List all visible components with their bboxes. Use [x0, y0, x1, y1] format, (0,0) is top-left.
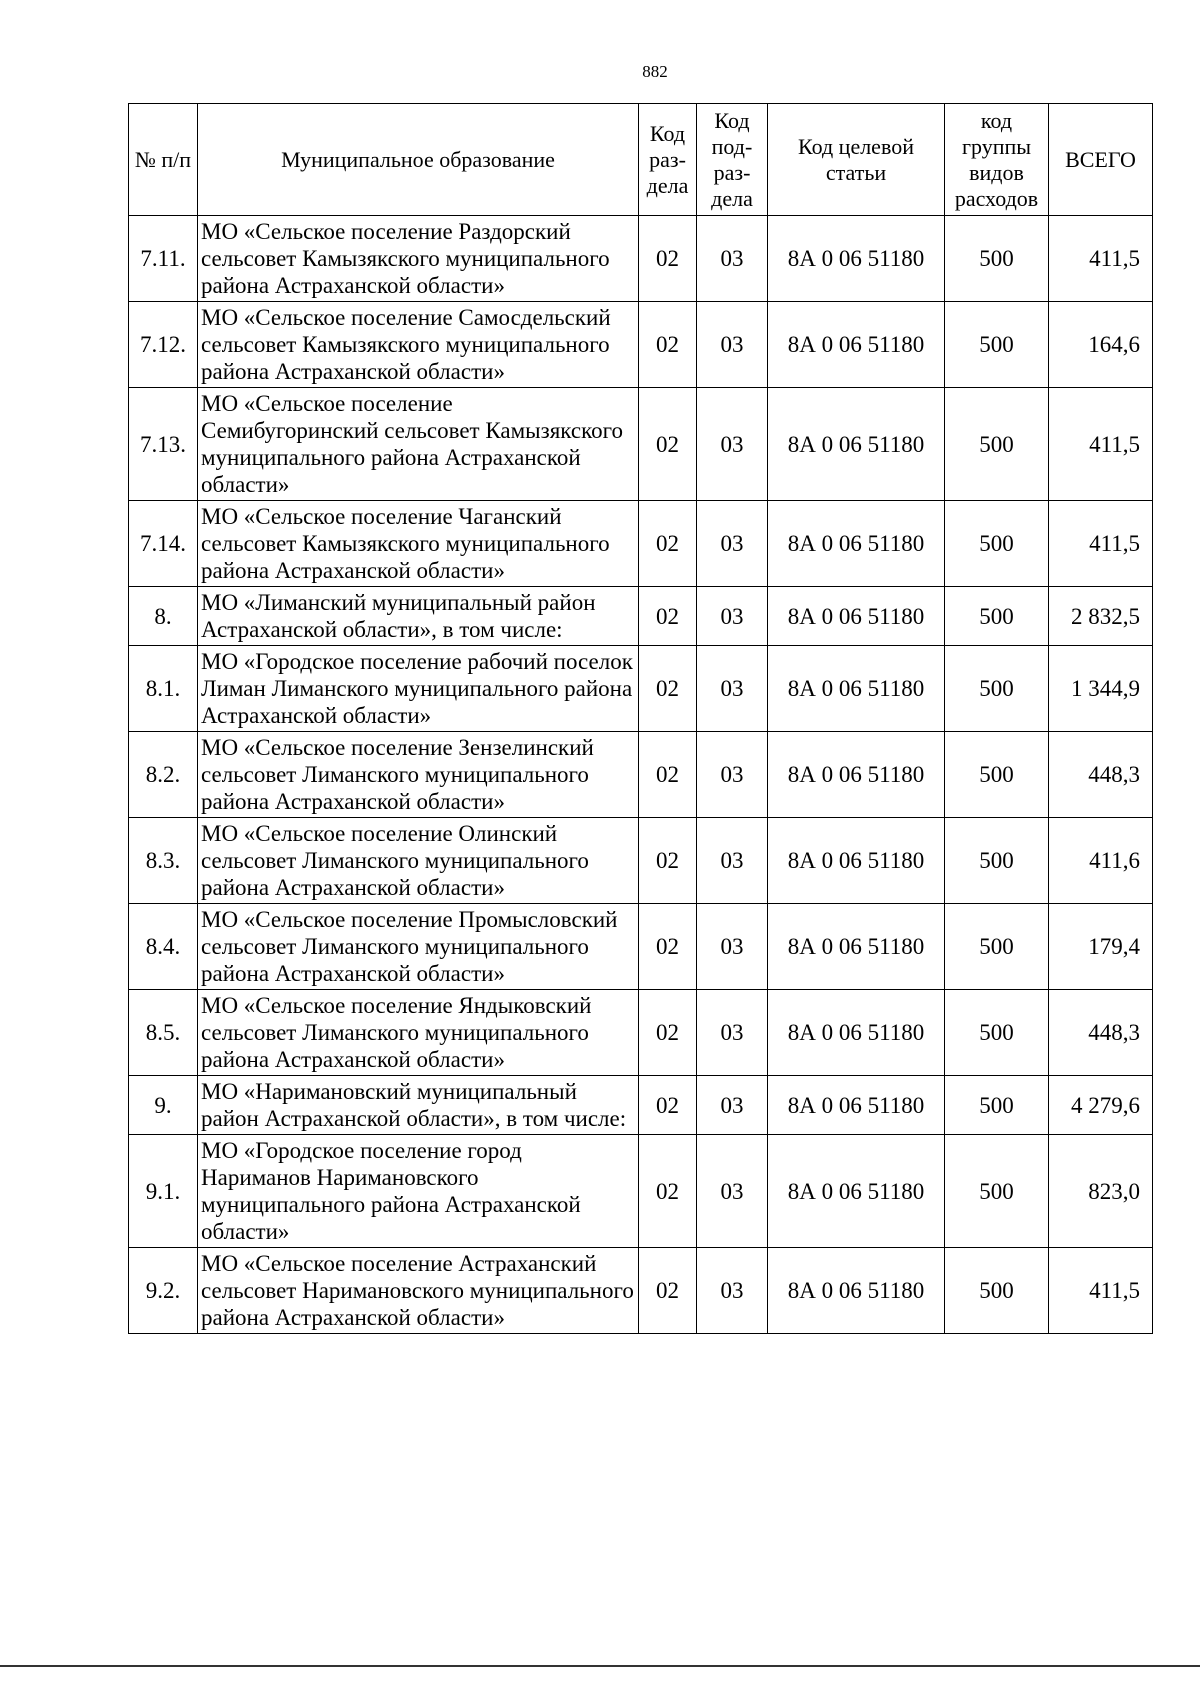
budget-table — [128, 103, 1153, 1334]
expense-group-code: 500 — [945, 818, 1049, 904]
target-article-code: 8А 0 06 51180 — [768, 216, 945, 302]
expense-group-code: 500 — [945, 302, 1049, 388]
razdel-code: 02 — [639, 501, 697, 587]
podrazdel-code: 03 — [697, 216, 768, 302]
razdel-code: 02 — [639, 388, 697, 501]
total-amount: 823,0 — [1049, 1135, 1153, 1248]
row-number: 8.1. — [129, 646, 198, 732]
razdel-code: 02 — [639, 904, 697, 990]
row-number: 7.11. — [129, 216, 198, 302]
podrazdel-code: 03 — [697, 1248, 768, 1334]
razdel-code: 02 — [639, 990, 697, 1076]
table-row — [129, 388, 1153, 501]
podrazdel-code: 03 — [697, 388, 768, 501]
row-number: 9.2. — [129, 1248, 198, 1334]
expense-group-code: 500 — [945, 1248, 1049, 1334]
podrazdel-code: 03 — [697, 732, 768, 818]
razdel-code: 02 — [639, 587, 697, 646]
page-number: 882 — [642, 62, 668, 81]
target-article-code: 8А 0 06 51180 — [768, 818, 945, 904]
municipality-name: МО «Сельское поселение Самосдельский сельсовет Камызякского муниципального района Астраханской области» — [198, 302, 639, 388]
podrazdel-code: 03 — [697, 990, 768, 1076]
expense-group-code: 500 — [945, 1076, 1049, 1135]
podrazdel-code: 03 — [697, 501, 768, 587]
total-amount: 411,5 — [1049, 388, 1153, 501]
razdel-code: 02 — [639, 216, 697, 302]
row-number: 8.3. — [129, 818, 198, 904]
podrazdel-code: 03 — [697, 818, 768, 904]
row-number: 7.13. — [129, 388, 198, 501]
target-article-code: 8А 0 06 51180 — [768, 302, 945, 388]
municipality-name: МО «Сельское поселение Чаганский сельсовет Камызякского муниципального района Астраханской области» — [198, 501, 639, 587]
expense-group-code: 500 — [945, 732, 1049, 818]
header-num: № п/п — [129, 104, 198, 216]
total-amount: 2 832,5 — [1049, 587, 1153, 646]
municipality-name: МО «Сельское поселение Зензелинский сельсовет Лиманского муниципального района Астраханской области» — [198, 732, 639, 818]
target-article-code: 8А 0 06 51180 — [768, 1076, 945, 1135]
target-article-code: 8А 0 06 51180 — [768, 646, 945, 732]
row-number: 9. — [129, 1076, 198, 1135]
target-article-code: 8А 0 06 51180 — [768, 388, 945, 501]
row-number: 8.4. — [129, 904, 198, 990]
table-row — [129, 732, 1153, 818]
table-row — [129, 302, 1153, 388]
target-article-code: 8А 0 06 51180 — [768, 732, 945, 818]
expense-group-code: 500 — [945, 646, 1049, 732]
header-total: ВСЕГО — [1049, 104, 1153, 216]
municipality-name: МО «Наримановский муниципальный район Астраханской области», в том числе: — [198, 1076, 639, 1135]
row-number: 7.12. — [129, 302, 198, 388]
total-amount: 411,5 — [1049, 501, 1153, 587]
total-amount: 179,4 — [1049, 904, 1153, 990]
total-amount: 448,3 — [1049, 990, 1153, 1076]
table-row — [129, 587, 1153, 646]
municipality-name: МО «Сельское поселение Яндыковский сельсовет Лиманского муниципального района Астраханской области» — [198, 990, 639, 1076]
table-row — [129, 646, 1153, 732]
municipality-name: МО «Сельское поселение Промысловский сельсовет Лиманского муниципального района Астраханской области» — [198, 904, 639, 990]
podrazdel-code: 03 — [697, 587, 768, 646]
header-podrazdel: Код под-раз-дела — [697, 104, 768, 216]
table-row — [129, 904, 1153, 990]
expense-group-code: 500 — [945, 388, 1049, 501]
podrazdel-code: 03 — [697, 302, 768, 388]
razdel-code: 02 — [639, 818, 697, 904]
podrazdel-code: 03 — [697, 1135, 768, 1248]
podrazdel-code: 03 — [697, 646, 768, 732]
podrazdel-code: 03 — [697, 904, 768, 990]
expense-group-code: 500 — [945, 1135, 1049, 1248]
header-target: Код целевой статьи — [768, 104, 945, 216]
municipality-name: МО «Сельское поселение Раздорский сельсовет Камызякского муниципального района Астраханской области» — [198, 216, 639, 302]
expense-group-code: 500 — [945, 904, 1049, 990]
table-row — [129, 501, 1153, 587]
municipality-name: МО «Сельское поселение Семибугоринский сельсовет Камызякского муниципального района Астраханской области» — [198, 388, 639, 501]
total-amount: 1 344,9 — [1049, 646, 1153, 732]
razdel-code: 02 — [639, 732, 697, 818]
table-row — [129, 1248, 1153, 1334]
expense-group-code: 500 — [945, 216, 1049, 302]
expense-group-code: 500 — [945, 501, 1049, 587]
header-group: код группы видов расходов — [945, 104, 1049, 216]
header-razdel: Код раз-дела — [639, 104, 697, 216]
row-number: 8. — [129, 587, 198, 646]
total-amount: 164,6 — [1049, 302, 1153, 388]
total-amount: 411,5 — [1049, 216, 1153, 302]
table-row — [129, 1076, 1153, 1135]
target-article-code: 8А 0 06 51180 — [768, 904, 945, 990]
municipality-name: МО «Городское поселение город Нариманов Наримановского муниципального района Астраханской области» — [198, 1135, 639, 1248]
municipality-name: МО «Городское поселение рабочий поселок Лиман Лиманского муниципального района Астраханской области» — [198, 646, 639, 732]
razdel-code: 02 — [639, 1076, 697, 1135]
bottom-rule — [0, 1665, 1200, 1667]
target-article-code: 8А 0 06 51180 — [768, 1248, 945, 1334]
expense-group-code: 500 — [945, 990, 1049, 1076]
target-article-code: 8А 0 06 51180 — [768, 990, 945, 1076]
row-number: 8.2. — [129, 732, 198, 818]
table-row — [129, 990, 1153, 1076]
target-article-code: 8А 0 06 51180 — [768, 1135, 945, 1248]
expense-group-code: 500 — [945, 587, 1049, 646]
total-amount: 411,6 — [1049, 818, 1153, 904]
municipality-name: МО «Сельское поселение Астраханский сельсовет Наримановского муниципального района Астраханской области» — [198, 1248, 639, 1334]
table-row — [129, 1135, 1153, 1248]
row-number: 7.14. — [129, 501, 198, 587]
header-name: Муниципальное образование — [198, 104, 639, 216]
table-row — [129, 216, 1153, 302]
municipality-name: МО «Сельское поселение Олинский сельсовет Лиманского муниципального района Астраханской области» — [198, 818, 639, 904]
municipality-name: МО «Лиманский муниципальный район Астраханской области», в том числе: — [198, 587, 639, 646]
razdel-code: 02 — [639, 1248, 697, 1334]
podrazdel-code: 03 — [697, 1076, 768, 1135]
target-article-code: 8А 0 06 51180 — [768, 501, 945, 587]
row-number: 8.5. — [129, 990, 198, 1076]
total-amount: 411,5 — [1049, 1248, 1153, 1334]
total-amount: 4 279,6 — [1049, 1076, 1153, 1135]
razdel-code: 02 — [639, 302, 697, 388]
table-header-row — [129, 104, 1153, 216]
razdel-code: 02 — [639, 646, 697, 732]
table-row — [129, 818, 1153, 904]
razdel-code: 02 — [639, 1135, 697, 1248]
total-amount: 448,3 — [1049, 732, 1153, 818]
row-number: 9.1. — [129, 1135, 198, 1248]
target-article-code: 8А 0 06 51180 — [768, 587, 945, 646]
